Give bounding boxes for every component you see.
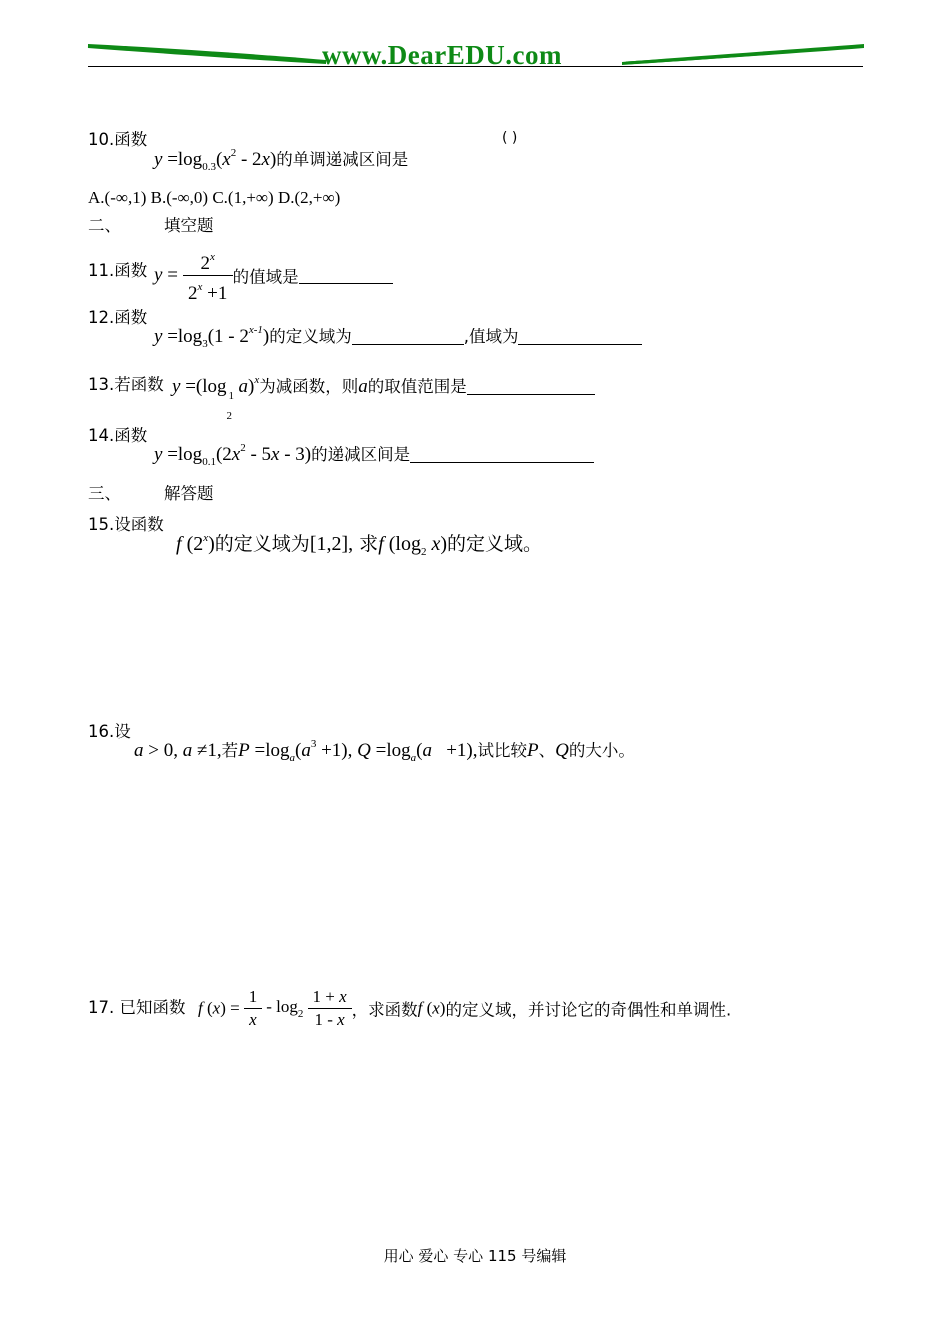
section2-title: 填空题 [164,216,214,235]
q15-mid2: 求 [353,533,379,555]
q10-label: 10.函数 [88,130,148,149]
section2-number: 二、 [88,216,121,235]
q10-tail: 的单调递减区间是 [276,150,409,169]
site-logo-text: www.DearEDU.com [322,40,562,70]
q13-expression: y =(log 1 2 a)$^x$为减函数，则a的取值范围是 [172,370,595,397]
page-footer: 用心 爱心 专心 115 号编辑 [383,1247,567,1265]
q16-var-p: P [527,740,539,761]
q17-tail: 的定义域，并讨论它的奇偶性和单调性. [445,1000,732,1020]
q16-label: 16.设 [88,722,131,741]
q16-expression: a > 0, a ≠1,若$P =\log_a(a^3 +1)$, $Q =\log_a(a +1)$,试比较P、Q的大小。 [134,738,635,764]
q10-options: A.(-∞,1) B.(-∞,0) C.(1,+∞) D.(2,+∞) [88,188,341,207]
q17-label: 17. 已知函数 [88,998,186,1017]
q10-expression: $y =\log_{0.3}(x^2 - 2x)$的单调递减区间是 [154,147,409,173]
q14-answer-blank [410,446,594,463]
q13-variable: a [358,376,368,397]
q14-label: 14.函数 [88,426,148,445]
q17-mid: ，求函数 [351,1000,418,1020]
q15-expression: f (2$^x$)的定义域为[1,2], 求f ($\log_2$ x)的定义域。 [176,532,543,558]
q17-expression: f (x) = $\frac{1}{x}$ - $\log_2$ $\frac{1 + x}{1 - x}$ ，求函数f (x)的定义域，并讨论它的奇偶性和单调性. [198,987,732,1029]
q11-tail: 的值域是 [232,267,299,287]
q13-label: 13.若函数 [88,375,164,394]
section3-number: 三、 [88,484,121,503]
q11-label: 11.函数 [88,261,148,280]
q14-expression: $y =\log_{0.1}(2x^2 - 5x - 3)$的递减区间是 [154,438,594,472]
q12-tail-domain: 的定义域为 [269,327,352,346]
q14-tail: 的递减区间是 [311,445,411,464]
q10-answer-paren: ( ) [502,130,518,146]
q13-tail: 为减函数，则 [259,377,359,396]
q11-answer-blank [299,267,393,284]
q12-label: 12.函数 [88,308,148,327]
q12-expression: $y =\log_3(1 - 2^{x-1})$的定义域为 ,值域为 [154,320,642,354]
q11-expression: y = $\frac{2^x}{2^x +1}$ 的值域是 [154,246,393,305]
q12-tail-range: ,值域为 [463,327,519,346]
header-rule [88,66,863,67]
q16-var-q: Q [555,740,569,761]
q16-tail2: 的大小。 [568,741,635,760]
q16-separator: 、 [538,741,556,760]
q12-domain-blank [352,328,464,345]
q13-answer-blank [467,378,595,395]
q15-label: 15.设函数 [88,515,164,534]
q15-interval: [1,2], [309,533,354,555]
section3-title: 解答题 [164,484,214,503]
q15-tail: 的定义域。 [447,533,543,555]
q16-ruo: 若 [221,741,239,760]
q13-tail2: 的取值范围是 [367,377,467,396]
q16-tail: 试比较 [477,741,527,760]
q12-range-blank [518,328,642,345]
q15-mid: 的定义域为 [214,533,310,555]
